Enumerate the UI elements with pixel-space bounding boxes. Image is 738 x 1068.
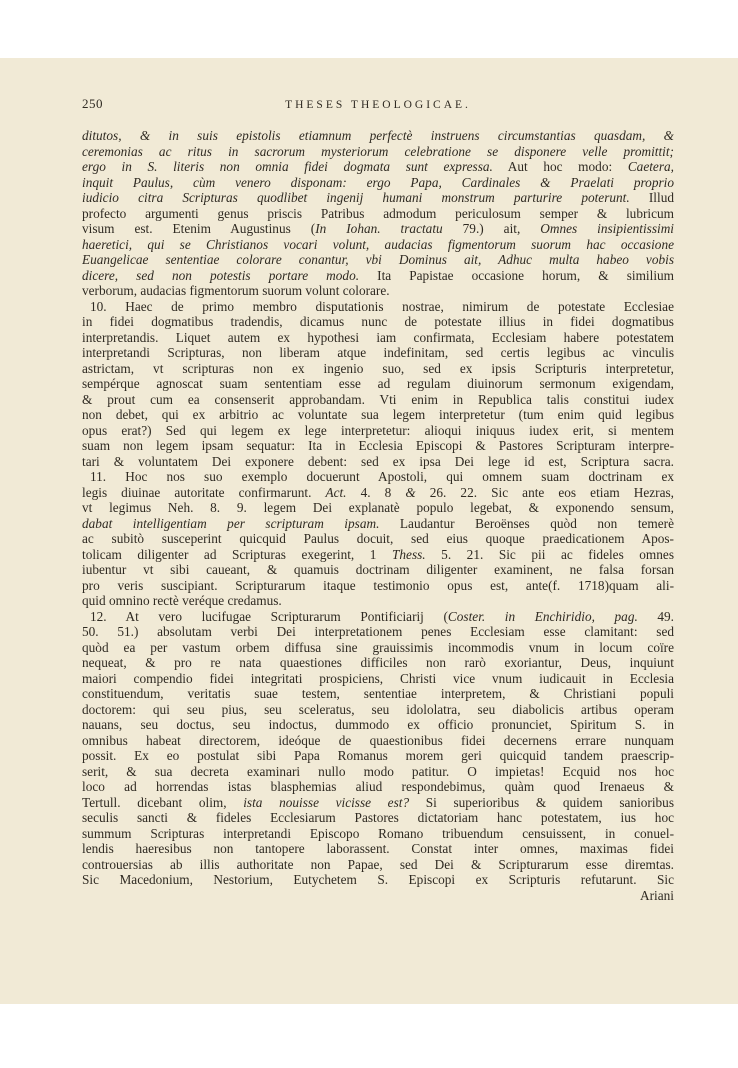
- text-line: verborum, audacias figmentorum suorum volunt colorare.: [82, 283, 390, 298]
- text-line: 50. 51.) absolutam verbi Dei interpretationem penes Ecclesiam esse clamitant: sed: [82, 624, 674, 639]
- text-line: controuersias ab illis authoritate non Papae, sed Dei & Scripturarum esse diremtas.: [82, 856, 674, 872]
- text-line: sempérque agnoscat suam sententiam esse ad regulam diuinorum sermonum exigendam,: [82, 376, 674, 391]
- text-line: tolicam diligenter ad Scripturas exegerint, 1 Thess. 5. 21. Sic pii ac fideles omnes: [82, 546, 674, 562]
- text-line: doctorem: qui seu pius, seu sceleratus, seu idololatra, seu diabolicis artibus operam: [82, 701, 674, 717]
- body-text: [82, 128, 674, 903]
- text-line: vt legimus Neh. 8. 9. legem Dei explanatè populo legebat, & exponendo sensum,: [82, 500, 674, 515]
- text-line: summum Scripturas interpretandi Episcopo Romano tribuendum censuissent, in conuel-: [82, 825, 674, 841]
- text-line: quòd ea per vastum orbem diffusa sine grauissimis incommodis vnum in locum coïre: [82, 639, 674, 655]
- text-line: in fidei dogmatibus tradendis, dicamus nunc de potestate illius in fidei dogmatibus: [82, 314, 674, 329]
- paragraph-11-start: 11. Hoc nos suo exemplo docuerunt Apostoli, qui omnem suam doctrinam ex: [90, 469, 674, 484]
- running-head: THESES THEOLOGICAE.: [285, 99, 471, 111]
- text-line: inquit Paulus, cùm venero disponam: ergo Papa, Cardinales & Praelati proprio: [82, 174, 674, 190]
- catchword: Ariani: [640, 887, 674, 903]
- text-line: iubentur vt sibi caueant, & quamuis doctrinam diligenter examinent, ne falsa forsan: [82, 562, 674, 577]
- text-line: quid omnino rectè veréque credamus.: [82, 593, 282, 608]
- page-header: [82, 96, 674, 116]
- text-line: astrictam, vt scripturas non ex ingenio suo, sed ex ipsis Scripturis interpretetur,: [82, 360, 674, 376]
- paragraph-12-start: 12. At vero lucifugae Scripturarum Pontificiarij (Coster. in Enchiridio, pag. 49.: [90, 608, 674, 624]
- page-number: 250: [82, 96, 103, 111]
- text-line: dicere, sed non potestis portare modo. Ita Papistae occasione horum, & similium: [82, 267, 674, 283]
- text-line: possit. Ex eo postulat sibi Papa Romanus morem geri quicquid tandem praescrip-: [82, 748, 674, 763]
- paragraph-10-start: 10. Haec de primo membro disputationis nostrae, nimirum de potestate Ecclesiae: [90, 298, 674, 314]
- text-line: haeretici, qui se Christianos vocari volunt, audacias figmentorum suorum hac occasione: [82, 236, 674, 252]
- text-line: ceremonias ac ritus in sacrorum mysteriorum celebratione se disponere velle promittit;: [82, 143, 674, 159]
- text-line: lendis haeresibus non tantopere laborassent. Constat inter omnes, maximas fidei: [82, 841, 674, 856]
- text-line: dabat intelligentiam per scripturam ipsam. Laudantur Beroënses quòd non temerè: [82, 515, 674, 531]
- book-page: [0, 58, 738, 1004]
- text-line: tari & voluntatem Dei exponere debent: sed ex ipsa Dei lege id est, Scriptura sacra.: [82, 453, 674, 469]
- text-line: ac subitò susceperint quicquid Paulus docuit, sed eius quoque praedicationem Apos-: [82, 531, 674, 546]
- text-line: & prout cum ea consenserit approbandam. Vti enim in Republica talis constitui iudex: [82, 391, 674, 407]
- text-line: loco ad horrendas istas blasphemias aliud respondebimus, quàm quod Irenaeus &: [82, 779, 674, 794]
- text-line: interpretandis. Liquet autem ex hypothesi iam confirmata, Ecclesiam habere potestatem: [82, 329, 674, 345]
- text-line: constituendum, veritatis suae testem, sententiae interpretem, & Christiani populi: [82, 686, 674, 701]
- text-line: seculis sancti & fideles Ecclesiarum Pastores dictatoriam hanc potestatem, ius hoc: [82, 810, 674, 825]
- text-line: Sic Macedonium, Nestorium, Eutychetem S. Episcopi ex Scripturis refutarunt. Sic: [82, 872, 674, 887]
- text-line: Euangelicae sententiae colorare conantur, vbi Dominus ait, Adhuc multa habeo vobis: [82, 252, 674, 267]
- text-line: nequeat, & pro re nata quaestiones difficiles non rarò exoriantur, Deus, inquiunt: [82, 655, 674, 670]
- text-line: serit, & sua decreta examinari nullo modo patitur. O impietas! Ecquid nos hoc: [82, 763, 674, 779]
- page-content: [82, 96, 674, 903]
- text-line: omnibus habeat directorem, ideóque de quaestionibus fidei decernens errare nunquam: [82, 732, 674, 748]
- text-line: legis diuinae autoritate confirmarunt. Act. 4. 8 & 26. 22. Sic ante eos etiam Hezras,: [82, 484, 674, 500]
- text-line: visum est. Etenim Augustinus (In Iohan. tractatu 79.) ait, Omnes insipientissimi: [82, 221, 674, 236]
- text-line: iudicio citra Scripturas quodlibet ingenij humani monstrum parturire poterunt. Illud: [82, 190, 674, 205]
- text-line: pro veris suscipiant. Scripturarum itaque testimonio opus est, ante(f. 1718)quam ali-: [82, 577, 674, 593]
- text-line: interpretandi Scripturas, non liberam atque indefinitam, sed certis legibus ac vinculis: [82, 345, 674, 360]
- text-line: ergo in S. literis non omnia fidei dogmata sunt expressa. Aut hoc modo: Caetera,: [82, 159, 674, 174]
- text-line: Tertull. dicebant olim, ista nouisse vicisse est? Si superioribus & quidem sanioribus: [82, 794, 674, 810]
- text-line: ditutos, & in suis epistolis etiamnum perfectè instruens circumstantias quasdam, &: [82, 128, 674, 143]
- text-line: maiori compendio fidei integritati prospiciens, Christi vice vnum iudicauit in Ecclesia: [82, 670, 674, 686]
- text-line: nauans, seu doctus, seu indoctus, dummodo ex officio pronunciet, Spiritum S. in: [82, 717, 674, 732]
- text-line: non debet, qui ex arbitrio ac voluntate sua legem interpretetur (tum enim quid legibus: [82, 407, 674, 422]
- text-line: profecto argumenti genus priscis Patribus admodum periculosum semper & lubricum: [82, 205, 674, 221]
- text-line: suam non legem ipsam sequatur: Ita in Ecclesia Episcopi & Pastores Scripturam interpre-: [82, 438, 674, 453]
- text-line: opus erat?) Sed qui legem ex lege interpretetur: alioqui iniquus iudex erit, si mentem: [82, 422, 674, 438]
